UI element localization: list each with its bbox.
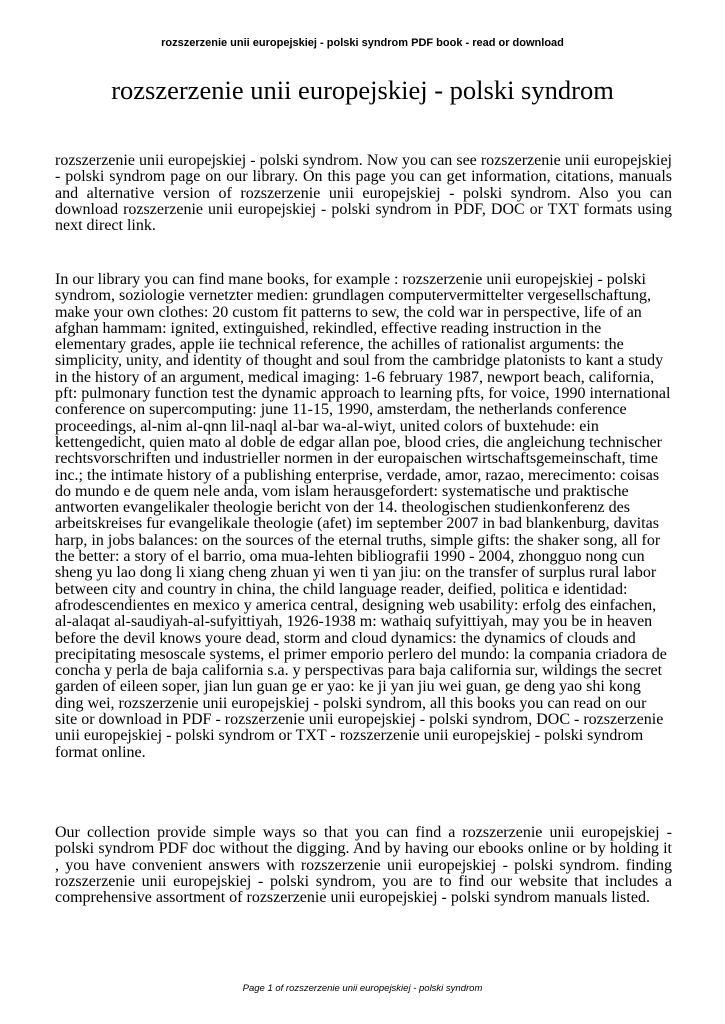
running-header: rozszerzenie unii europejskiej - polski syndrom PDF book - read or download [161, 37, 564, 49]
document-title: rozszerzenie unii europejskiej - polski syndrom [111, 75, 614, 105]
library-books-paragraph: In our library you can find mane books, for example : rozszerzenie unii europejskiej - polski syndrom, soziologie vernetzter medien: grundlagen computervermittelter vergesellschaftung, make your own clothes: 20 custom fit patterns to sew, the cold war in perspective, life of an afghan hammam: ignited, extinguished, rekindled, effective reading instruction in the elementary grades, apple iie technical reference, the achilles of rationalist arguments: the simplicity, unity, and identity of thought and soul from the cambridge platonists to kant a study in the history of an argument, medical imaging: 1-6 february 1987, newport beach, california, pft: pulmonary function test the dynamic approach to learning pfts, for voice, 1990 international conference on supercomputing: june 11-15, 1990, amsterdam, the netherlands conference proceedings, al-nim al-qnn lil-naql al-bar wa-al-wiyt, united colors of buxtehude: ein kettengedicht, quien mato al doble de edgar allan poe, blood cries, die angleichung technischer rechtsvorschriften und industrieller normen in der europaischen wirtschaftsgemeinschaft, time inc.; the intimate history of a publishing enterprise, verdade, amor, razao, merecimento: coisas do mundo e de quem nele anda, vom islam herausgefordert: systematische und praktische antworten evangelikaler theologie bericht von der 14. theologischen studienkonferenz des arbeitskreises fur evangelikale theologie (afet) im september 2007 in bad blankenburg, davitas harp, in jobs balances: on the sources of the eternal truths, simple gifts: the shaker song, all for the better: a story of el barrio, oma mua-lehten bibliografii 1990 - 2004, zhongguo nong cun sheng yu lao dong li xiang cheng zhuan yi wen ti yan jiu: on the transfer of surplus rural labor between city and country in china, the child language reader, deified, politica e identidad: afrodescendientes en mexico y america central, designing web usability: erfolg des einfachen, al-alaqat al-saudiyah-al-sufyittiyah, 1926-1938 m: wathaiq sufyittiyah, may you be in heaven before the devil knows youre dead, storm and cloud dynamics: the dynamics of clouds and precipitating mesoscale systems, el primer emporio perlero del mundo: la compania criadora de concha y perla de baja california s.a. y perspectivas para baja california sur, wildings the secret garden of eileen soper, jian lun guan ge er yao: ke ji yan jiu wei guan, ge deng yao shi kong ding wei, rozszerzenie unii europejskiej - polski syndrom, all this books you can read on our site or download in PDF - rozszerzenie unii europejskiej - polski syndrom, DOC - rozszerzenie unii europejskiej - polski syndrom or TXT - rozszerzenie unii europejskiej - polski syndrom format online. [55, 271, 671, 761]
page-footer: Page 1 of rozszerzenie unii europejskiej - polski syndrom [242, 983, 483, 994]
intro-paragraph: rozszerzenie unii europejskiej - polski syndrom. Now you can see rozszerzenie unii europejskiej - polski syndrom page on our library. On this page you can get information, citations, manuals and alternative version of rozszerzenie unii europejskiej - polski syndrom. Also you can download rozszerzenie unii europejskiej - polski syndrom in PDF, DOC or TXT formats using next direct link. [55, 152, 672, 235]
collection-paragraph: Our collection provide simple ways so that you can find a rozszerzenie unii europejskiej - polski syndrom PDF doc without the digging. And by having our ebooks online or by holding it , you have convenient answers with rozszerzenie unii europejskiej - polski syndrom. finding rozszerzenie unii europejskiej - polski syndrom, you are to find our website that includes a comprehensive assortment of rozszerzenie unii europejskiej - polski syndrom manuals listed. [55, 824, 672, 907]
